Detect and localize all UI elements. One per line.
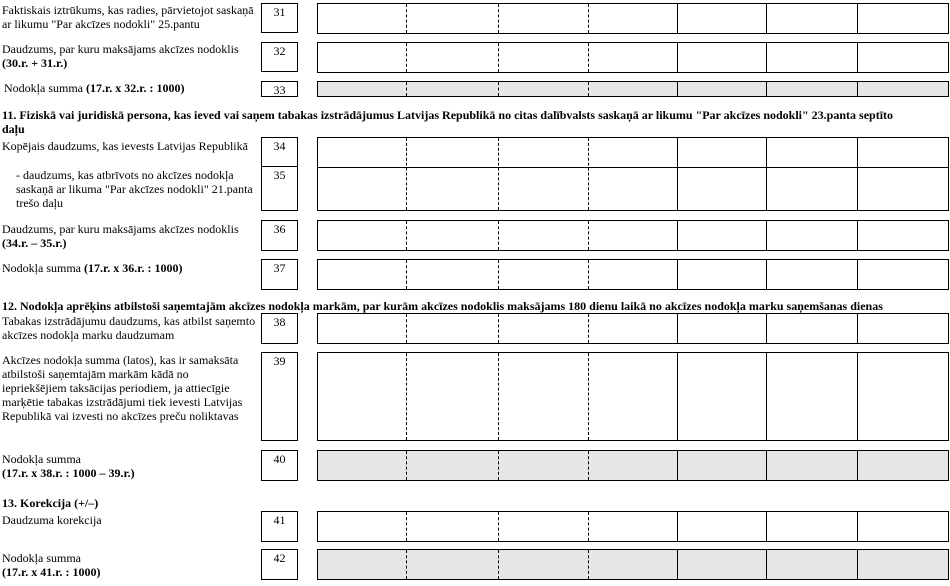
row-33-number: 33 <box>261 81 298 97</box>
row-42-number: 42 <box>261 549 298 580</box>
row-40-cells <box>317 450 949 481</box>
row-33-cells <box>317 81 949 97</box>
row-39-label: Akcīzes nodokļa summa (latos), kas ir samaksāta atbilstoši saņemtajām markām kādā no iepriekšējiem taksācijas periodiem, ja attiecīgie marķētie tabakas izstrādājumi tiek ievesti Latvijas Republikā vai izvesti no akcīzes preču noliktavas <box>2 353 243 423</box>
row-31-cells[interactable] <box>317 3 949 34</box>
row-37-number: 37 <box>261 259 298 290</box>
row-42-label: Nodokļa summa (17.r. x 41.r. : 1000) <box>2 551 101 579</box>
section-12-title: 12. Nodokļa aprēķins atbilstoši saņemtajām akcīzes nodokļa markām, par kurām akcīzes nodoklis maksājams 180 dienu laikā no akcīzes nodokļa marku saņemšanas dienas <box>2 299 883 313</box>
row-33-label: Nodokļa summa (17.r. x 32.r. : 1000) <box>4 81 185 95</box>
row-39-cells[interactable] <box>317 352 949 441</box>
row-42-cells <box>317 549 949 580</box>
row-36-label: Daudzums, par kuru maksājams akcīzes nodoklis (34.r. – 35.r.) <box>2 222 239 250</box>
row-36-cells[interactable] <box>317 220 949 251</box>
row-34-label: Kopējais daudzums, kas ievests Latvijas Republikā <box>2 139 248 153</box>
row-37-label: Nodokļa summa (17.r. x 36.r. : 1000) <box>2 261 183 275</box>
row-34-35-cells[interactable] <box>317 137 949 211</box>
row-38-cells[interactable] <box>317 313 949 344</box>
row-37-cells[interactable] <box>317 259 949 290</box>
row-41-label: Daudzuma korekcija <box>2 513 102 527</box>
row-38-number: 38 <box>261 313 298 344</box>
section-13-title: 13. Korekcija (+/–) <box>2 496 99 510</box>
section-11-title: 11. Fiziskā vai juridiskā persona, kas ieved vai saņem tabakas izstrādājumus Latvijas Republikā no citas dalībvalsts saskaņā ar likumu "Par akcīzes nodokli" 23.panta septīto daļu <box>2 108 894 136</box>
row-40-label: Nodokļa summa (17.r. x 38.r. : 1000 – 39.r.) <box>2 452 135 480</box>
row-36-number: 36 <box>261 220 298 251</box>
row-31-number: 31 <box>261 3 298 33</box>
row-41-number: 41 <box>261 511 298 542</box>
row-32-label: Daudzums, par kuru maksājams akcīzes nodoklis (30.r. + 31.r.) <box>2 42 239 70</box>
row-39-number: 39 <box>261 352 298 441</box>
row-32-cells[interactable] <box>317 42 949 73</box>
row-35-label: - daudzums, kas atbrīvots no akcīzes nodokļa saskaņā ar likuma "Par akcīzes nodokli" 21.panta trešo daļu <box>16 168 253 210</box>
row-31-label: Faktiskais iztrūkums, kas radies, pārvietojot saskaņā ar likumu "Par akcīzes nodokli" 25.pantu <box>2 3 254 31</box>
row-41-cells[interactable] <box>317 511 949 542</box>
row-34-number: 34 <box>261 137 298 167</box>
row-40-number: 40 <box>261 450 298 481</box>
row-38-label: Tabakas izstrādājumu daudzums, kas atbilst saņemto akcīzes nodokļa marku daudzumam <box>2 314 256 342</box>
row-35-number: 35 <box>261 166 298 211</box>
row-32-number: 32 <box>261 42 298 72</box>
